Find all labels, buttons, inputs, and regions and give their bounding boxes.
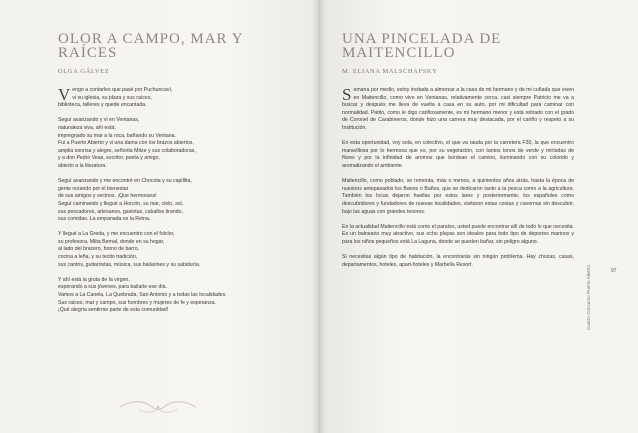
poem-line: abierto a la literatura. xyxy=(58,162,107,169)
poem-line: gente rezando por el bienestar xyxy=(58,185,129,192)
left-dropcap: V xyxy=(58,85,71,104)
side-caption: Cuarto Concurso Puerto Abierto xyxy=(586,264,591,330)
poem-line: ¡Qué alegría sentirme parte de esta comunidad! xyxy=(58,307,169,314)
right-title xyxy=(342,32,501,60)
paragraph-text: emana por medio, estoy invitada a almorzar a la casa de mi hermano y de mi cuñada que viven en Maitencillo, como vivo en Ventanas, relativamente cerca, casi siempre Patricio me va a buscar y después me lleva de vuelta a casa en su auto, por mi dificultad para caminar con normalidad. Patito, como le digo cariñosamente, es mi hermano menor y está retirado con el grado de Coronel de Carabineros, donde hizo una carrera muy destacada, por el cariño y respeto a su Institución. xyxy=(342,87,574,131)
poem-line: Y llegué a La Greda, y me encuentro con el folclor, xyxy=(58,231,175,238)
stanza-1 xyxy=(58,87,298,110)
flourish-ornament-icon xyxy=(118,398,198,416)
poem-line: de sus amigos y vecinos. ¡Que hermosura! xyxy=(58,193,157,200)
poem-line: Seguí avanzando y vi en Ventanas, xyxy=(58,117,140,124)
left-title-line-1: OLOR A CAMPO, MAR Y xyxy=(58,31,244,47)
poem-line: esperando a sus jóvenes, para bailarle ese día. xyxy=(58,284,168,291)
poem-line: sus pescadores, artesanos, gaviotas, caballos tirando, xyxy=(58,208,183,215)
paragraph-3: Maitencillo, como poblado, se remonta, más o menos, a quinientos años atrás, hasta la época de nuestros antepasados los Banos o Baños, que se dedicaron tanto a la pesca como a la agricultura. También los Incas dejaron huellas por estos lares y posteriormente, los españoles como descubridores y fundadores de nuevas localidades, visitaron estas costas y cavernas sin descubrir, bajo las aguas con grandes tesoros. xyxy=(342,178,574,215)
left-title-line-2: RAÍCES xyxy=(58,45,118,61)
poem-line: biblioteca, talleres y quede encantada. xyxy=(58,102,147,109)
paragraph-2: En esta oportunidad, voy sola, en colectivo, el que va rauda por la carretera F30, la que encuentro maravillosa por lo hermosa que es, por su vegetación, con tantos tonos de verde y miríadas de flores y por la infinidad de aromos que bordean el camino, iluminando con su colorido y aromatizando el ambiente. xyxy=(342,140,574,169)
stanza-3 xyxy=(58,178,298,224)
right-prose xyxy=(342,87,574,277)
left-title xyxy=(58,32,244,60)
poem-line: sus cantos, guitarristas, música, sus bailarines y su sabiduría. xyxy=(58,261,201,268)
left-author: OLGA GÁLVEZ xyxy=(58,68,110,75)
right-title-line-2: MAITENCILLO xyxy=(342,45,456,61)
poem-line: Seguí caminando y llegué a Horcón, su mar, cielo, sol, xyxy=(58,200,184,207)
stanza-1-first-line: engo a contarles que pasé por Puchuncaví, xyxy=(72,87,173,93)
poem-line: sus comidas. La empanada es la Reina. xyxy=(58,216,151,223)
left-page xyxy=(0,0,318,433)
poem-line: Fui a Puerto Abierto y vi una dama con los brazos abiertos, xyxy=(58,140,194,147)
right-page xyxy=(318,0,638,433)
paragraph-1 xyxy=(342,87,574,133)
poem-line: impregnado su mar a la roca, bañando su Ventana. xyxy=(58,132,176,139)
right-dropcap: S xyxy=(342,85,352,104)
poem-line: naturaleza viva, ahí está; xyxy=(58,124,116,131)
paragraph-4: En la actualidad Maitencillo está como el paraíso, usted puede encontrar allí de todo lo que necesita. Es un balneario muy atractivo, sus ocho playas son ideales para todo tipo de deportes marinos y para los niños pequeños está La Laguna, donde se pueden bañar, sin peligro alguno. xyxy=(342,223,574,245)
right-author: M. ELIANA MALSCHAFSKY xyxy=(342,68,438,75)
poem-line: cocina a leña, y su tecito tradición, xyxy=(58,254,138,261)
right-title-line-1: UNA PINCELADA DE xyxy=(342,31,502,47)
poem-line: amplia sonrisa y alegre, señorita Mitze y sus colaboradoras, xyxy=(58,147,196,154)
poem-line: Y ahí está la gruta de la virgen, xyxy=(58,276,130,283)
stanza-2 xyxy=(58,117,298,170)
poem-line: vi su iglesia, su plaza y sus raíces, xyxy=(72,94,152,101)
poem-line: Seguí avanzando y me encontré en Chocota y su capillita, xyxy=(58,178,192,185)
stanza-4 xyxy=(58,231,298,269)
stanza-5 xyxy=(58,277,298,315)
page-number: 97 xyxy=(611,268,617,274)
poem-line: Vamos a La Canela, La Quebrada, San Antonio y a todas las localidades. xyxy=(58,292,227,299)
poem-line: al lado del bracero, horno de barro, xyxy=(58,246,140,253)
left-poem xyxy=(58,87,298,322)
paragraph-5: Si necesitas algún tipo de habitación, la encontrarás sin ningún problema. Hay chozas, casas, departamentos, hoteles, apart-hoteles y Marbella Resort. xyxy=(342,254,574,268)
poem-line: su profesora, Milta Bernal, donde en su hogar, xyxy=(58,238,165,245)
book-gutter xyxy=(312,0,326,433)
poem-line: Sus raíces, mar y campo, sus hombres y mujeres de fe y esperanza. xyxy=(58,299,216,306)
poem-line: y a don Pedro Veas, escritor, poeta y amigo, xyxy=(58,155,160,162)
